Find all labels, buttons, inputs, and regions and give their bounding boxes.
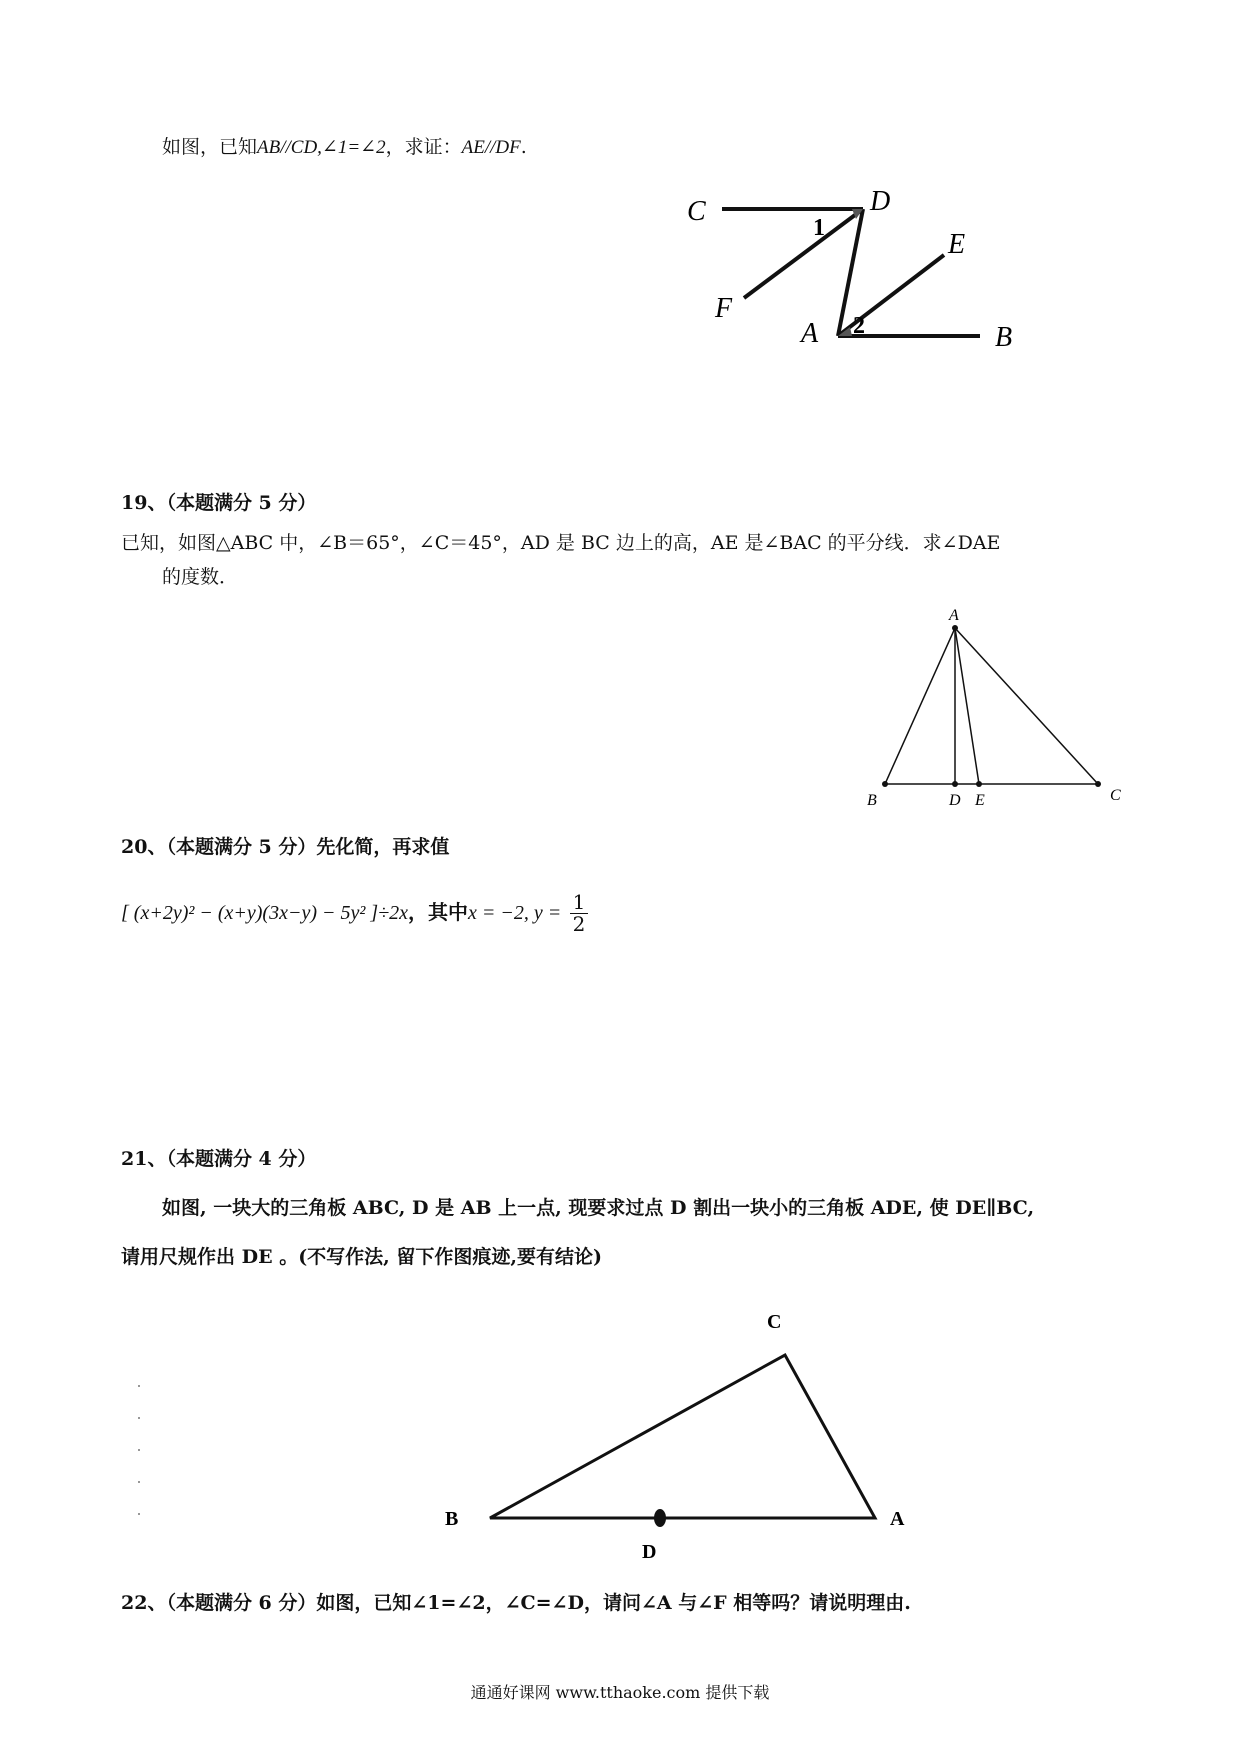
- label-d: D: [949, 792, 961, 809]
- line-ab: [885, 628, 955, 784]
- point-b: [882, 781, 888, 787]
- q18-mid: ，求证：: [385, 136, 462, 158]
- line-ae: [955, 628, 979, 784]
- label-b: B: [867, 792, 877, 809]
- label-a: A: [801, 318, 819, 349]
- label-b: B: [995, 322, 1013, 353]
- label-a: A: [949, 607, 959, 624]
- margin-dots: [138, 1385, 142, 1525]
- q20-title: 先化简，再求值: [316, 836, 450, 858]
- label-a: A: [890, 1508, 905, 1530]
- q22-line: [121, 1590, 911, 1617]
- q20-where: ，其中: [408, 900, 468, 924]
- line-df: [744, 209, 863, 298]
- label-angle-2: 2: [853, 313, 865, 339]
- q21-line2: 请用尺规作出 DE 。(不写作法, 留下作图痕迹,要有结论): [121, 1246, 603, 1268]
- q20-values: x = −2, y =: [468, 902, 562, 924]
- q20-fraction: [570, 892, 589, 935]
- triangle-abc: [490, 1355, 875, 1518]
- label-e: E: [948, 229, 966, 260]
- point-e: [976, 781, 982, 787]
- label-c: C: [767, 1311, 782, 1333]
- label-d: D: [642, 1541, 657, 1563]
- label-c: C: [1110, 787, 1121, 804]
- q21-line1: 如图, 一块大的三角板 ABC, D 是 AB 上一点, 现要求过点 D 割出一块小的三角板 ADE, 使 DE∥BC,: [162, 1197, 1035, 1219]
- label-angle-1: 1: [813, 215, 825, 241]
- q22-text: 如图，已知∠1=∠2，∠C=∠D，请问∠A 与∠F 相等吗？请说明理由.: [316, 1592, 911, 1614]
- label-d: D: [870, 186, 891, 217]
- label-e: E: [975, 792, 985, 809]
- q20-frac-num: 1: [570, 892, 589, 914]
- q19-text-line2: 的度数．: [162, 566, 239, 588]
- q20-frac-den: 2: [572, 912, 586, 936]
- q19-text-line1: 已知，如图△ABC 中，∠B＝65°，∠C＝45°，AD 是 BC 边上的高，AE 是∠BAC 的平分线．求∠DAE: [121, 532, 1001, 554]
- q19-header: 19、（本题满分 5 分）: [121, 492, 317, 514]
- page-footer: 通通好课网 www.tthaoke.com 提供下载: [470, 1683, 770, 1702]
- q20-expression: [ (x+2y)² − (x+y)(3x−y) − 5y² ]÷2x: [121, 902, 408, 924]
- q21-header: 21、（本题满分 4 分）: [121, 1148, 317, 1170]
- point-a: [952, 625, 958, 631]
- q20-header-label: 20、（本题满分 5 分）: [121, 836, 317, 858]
- line-ac: [955, 628, 1098, 784]
- q18-condition: AB//CD,∠1=∠2: [257, 137, 386, 158]
- q20-expression-line: [121, 892, 588, 935]
- point-d: [952, 781, 958, 787]
- point-d: [654, 1509, 666, 1527]
- q21-figure: [430, 1300, 930, 1570]
- q20-header: [121, 834, 449, 861]
- label-f: F: [715, 293, 733, 324]
- label-c: C: [687, 196, 706, 227]
- q18-figure: [680, 185, 1030, 360]
- q18-end: .: [520, 136, 527, 158]
- label-b: B: [445, 1508, 459, 1530]
- q22-header: 22、（本题满分 6 分）: [121, 1592, 317, 1614]
- point-c: [1095, 781, 1101, 787]
- q18-goal: AE//DF: [461, 137, 521, 158]
- q18-statement: [162, 134, 527, 162]
- q18-intro: 如图，已知: [162, 136, 258, 158]
- q19-figure: [855, 600, 1125, 810]
